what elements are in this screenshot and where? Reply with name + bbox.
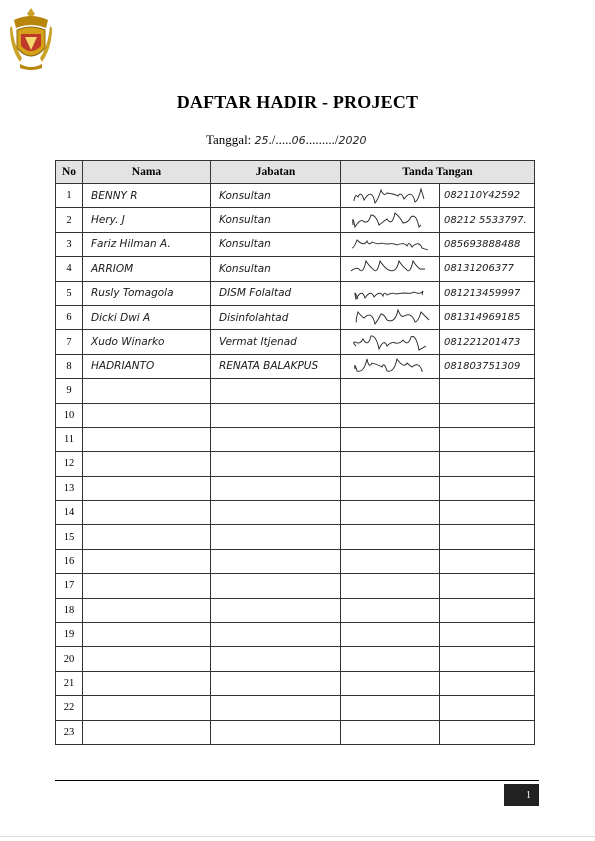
table-row [56,232,535,256]
row-number: 19 [56,623,83,647]
phone-cell [440,379,535,403]
phone-cell [440,696,535,720]
row-number: 10 [56,403,83,427]
table-row [56,330,535,354]
row-number: 3 [56,232,83,256]
position-cell: Konsultan [211,257,341,281]
phone-cell: 081803751309 [440,354,535,378]
table-row [56,549,535,573]
name-cell [83,574,211,598]
table-row [56,598,535,622]
position-cell [211,452,341,476]
phone-cell [440,525,535,549]
name-cell: ARRIOM [83,257,211,281]
phone-cell [440,427,535,451]
signature-cell [341,232,440,256]
column-header-no: No [56,161,83,184]
row-number: 17 [56,574,83,598]
phone-cell [440,476,535,500]
signature-scribble [341,306,440,329]
signature-scribble [341,184,440,207]
position-cell [211,379,341,403]
emblem-logo [10,6,52,72]
position-cell: Konsultan [211,232,341,256]
name-cell: Dicki Dwi A [83,305,211,329]
name-cell: HADRIANTO [83,354,211,378]
name-cell [83,476,211,500]
signature-scribble [341,331,440,354]
table-row [56,525,535,549]
name-cell: Fariz Hilman A. [83,232,211,256]
row-number: 4 [56,257,83,281]
signature-cell [341,549,440,573]
phone-cell [440,403,535,427]
row-number: 18 [56,598,83,622]
name-cell [83,379,211,403]
table-row [56,379,535,403]
table-row [56,647,535,671]
position-cell [211,720,341,744]
signature-cell [341,427,440,451]
row-number: 11 [56,427,83,451]
signature-cell [341,598,440,622]
position-cell [211,574,341,598]
phone-cell: 081221201473 [440,330,535,354]
position-cell: Konsultan [211,184,341,208]
signature-cell [341,403,440,427]
page-title: DAFTAR HADIR - PROJECT [176,92,419,112]
phone-cell [440,452,535,476]
signature-cell [341,184,440,208]
row-number: 2 [56,208,83,232]
name-cell: Xudo Winarko [83,330,211,354]
footer-divider [55,780,539,781]
signature-scribble [341,355,440,378]
table-header-row [56,161,535,184]
table-row [56,476,535,500]
name-cell [83,501,211,525]
row-number: 9 [56,379,83,403]
signature-cell [341,257,440,281]
table-row [56,354,535,378]
signature-cell [341,281,440,305]
column-header-jabatan: Jabatan [211,161,341,184]
row-number: 7 [56,330,83,354]
phone-cell [440,574,535,598]
table-row [56,281,535,305]
phone-cell: 08212 5533797. [440,208,535,232]
position-cell [211,671,341,695]
name-cell [83,549,211,573]
date-line: Tanggal: 25./.....06........./2020 [206,132,367,147]
signature-cell [341,305,440,329]
table-row [56,208,535,232]
row-number: 20 [56,647,83,671]
name-cell [83,452,211,476]
table-row [56,257,535,281]
name-cell: Rusly Tomagola [83,281,211,305]
table-row [56,574,535,598]
position-cell [211,403,341,427]
signature-scribble [341,233,440,256]
name-cell [83,671,211,695]
row-number: 22 [56,696,83,720]
date-day: 25 [254,134,269,147]
position-cell: Vermat Itjenad [211,330,341,354]
signature-cell [341,696,440,720]
name-cell [83,696,211,720]
phone-cell [440,623,535,647]
date-year: 2020 [338,134,367,147]
table-row [56,305,535,329]
signature-cell [341,501,440,525]
table-row [56,501,535,525]
row-number: 16 [56,549,83,573]
name-cell [83,403,211,427]
phone-cell: 082110Y42592 [440,184,535,208]
signature-cell [341,452,440,476]
signature-scribble [341,257,440,280]
signature-cell [341,525,440,549]
signature-cell [341,671,440,695]
table-row [56,696,535,720]
signature-cell [341,720,440,744]
position-cell [211,549,341,573]
phone-cell [440,647,535,671]
phone-cell: 085693888488 [440,232,535,256]
name-cell [83,525,211,549]
row-number: 12 [56,452,83,476]
row-number: 6 [56,305,83,329]
table-row [56,671,535,695]
page-edge-line [0,836,595,837]
phone-cell [440,549,535,573]
date-label: Tanggal: [206,132,252,147]
column-header-tanda-tangan: Tanda Tangan [341,161,535,184]
signature-cell [341,623,440,647]
position-cell [211,476,341,500]
phone-cell [440,501,535,525]
table-row [56,720,535,744]
phone-cell: 081213459997 [440,281,535,305]
row-number: 14 [56,501,83,525]
name-cell [83,427,211,451]
position-cell [211,647,341,671]
name-cell [83,647,211,671]
row-number: 15 [56,525,83,549]
position-cell [211,623,341,647]
signature-cell [341,208,440,232]
page-number: 1 [504,784,539,806]
position-cell: RENATA BALAKPUS [211,354,341,378]
signature-cell [341,647,440,671]
table-row [56,452,535,476]
table-row [56,184,535,208]
signature-scribble [341,209,440,232]
phone-cell [440,671,535,695]
name-cell: BENNY R [83,184,211,208]
phone-cell: 081314969185 [440,305,535,329]
name-cell: Hery. J [83,208,211,232]
column-header-nama: Nama [83,161,211,184]
row-number: 1 [56,184,83,208]
position-cell [211,696,341,720]
position-cell: DISM Folaltad [211,281,341,305]
position-cell [211,525,341,549]
row-number: 8 [56,354,83,378]
signature-cell [341,574,440,598]
attendance-table [55,160,535,745]
row-number: 21 [56,671,83,695]
position-cell [211,501,341,525]
phone-cell [440,720,535,744]
position-cell [211,427,341,451]
row-number: 23 [56,720,83,744]
table-row [56,403,535,427]
position-cell: Disinfolahtad [211,305,341,329]
phone-cell: 08131206377 [440,257,535,281]
date-month: 06 [291,134,306,147]
row-number: 13 [56,476,83,500]
name-cell [83,623,211,647]
position-cell: Konsultan [211,208,341,232]
signature-scribble [341,282,440,305]
table-row [56,623,535,647]
signature-cell [341,330,440,354]
signature-cell [341,476,440,500]
row-number: 5 [56,281,83,305]
signature-cell [341,379,440,403]
position-cell [211,598,341,622]
name-cell [83,598,211,622]
table-row [56,427,535,451]
signature-cell [341,354,440,378]
name-cell [83,720,211,744]
phone-cell [440,598,535,622]
